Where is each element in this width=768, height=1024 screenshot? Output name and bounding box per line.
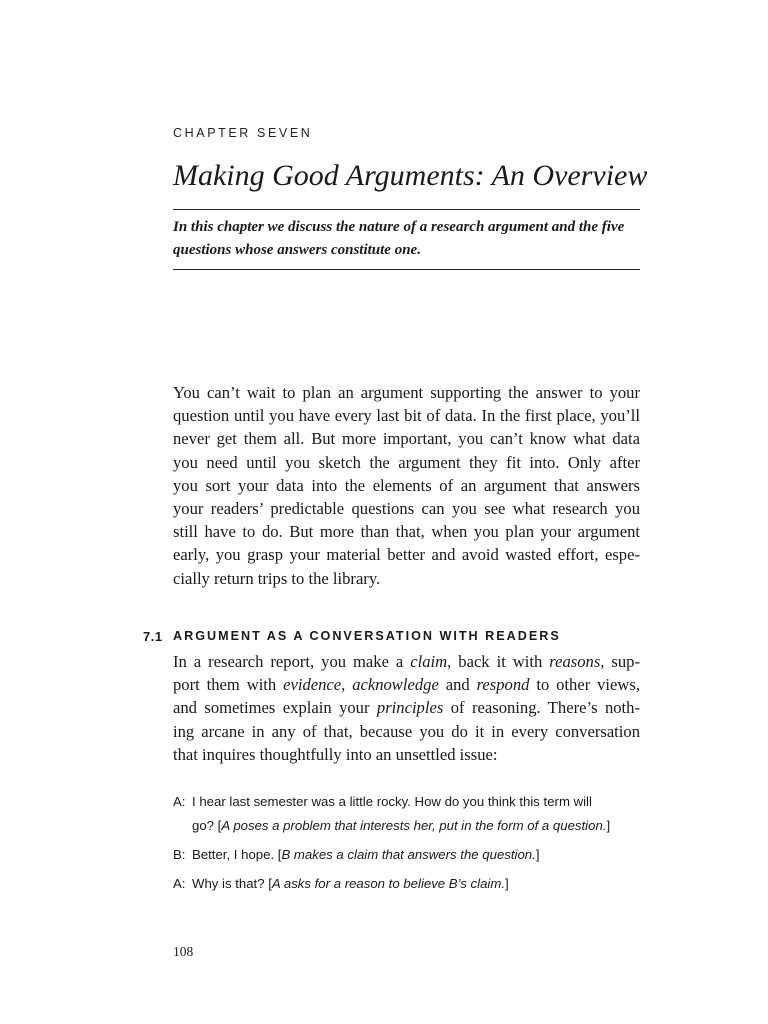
section-paragraph — [173, 650, 640, 766]
page-number: 108 — [173, 944, 194, 959]
text-run: and sometimes explain your — [173, 698, 377, 718]
text-run: In a research report, you make a — [173, 652, 411, 671]
paragraph-line: You can’t wait to plan an argument supporting the answer to your — [173, 383, 640, 402]
paragraph-line: early, you grasp your material better and avoid wasted effort, espe- — [173, 545, 640, 565]
speaker-label: B: — [173, 847, 186, 862]
section-number: 7.1 — [143, 629, 163, 644]
term-acknowledge: acknowledge — [352, 675, 439, 695]
paragraph-line: still have to do. But more than that, when you plan your argument — [173, 522, 640, 542]
section-heading: ARGUMENT AS A CONVERSATION WITH READERS — [173, 629, 561, 643]
chapter-title: Making Good Arguments: An Overview — [173, 159, 648, 192]
dialogue-line — [173, 843, 643, 867]
dialogue-entry — [173, 872, 643, 896]
dialogue-text: Why is that? [ — [192, 876, 272, 891]
term-respond: respond — [476, 675, 530, 695]
abstract-bottom-rule — [173, 269, 640, 270]
paragraph-line: ing arcane in any of that, because you do it in every conversation — [173, 721, 640, 741]
paragraph-line: your readers’ predictable questions can you see what research you — [173, 498, 640, 518]
chapter-label: CHAPTER SEVEN — [173, 126, 313, 140]
abstract-line: In this chapter we discuss the nature of a research argument and the five — [173, 219, 625, 235]
paragraph-line: question until you have every last bit of data. In the first place, you’ll — [173, 406, 640, 426]
speaker-label: A: — [173, 794, 186, 809]
paragraph-line — [173, 696, 640, 719]
dialogue-text: Better, I hope. [ — [192, 847, 282, 862]
dialogue-text: ] — [504, 876, 509, 891]
speaker-label: A: — [173, 876, 186, 891]
dialogue-line — [173, 872, 643, 896]
text-run: , — [341, 675, 353, 695]
dialogue-entry — [173, 843, 643, 867]
chapter-abstract — [173, 216, 640, 262]
paragraph-line: that inquires thoughtfully into an unsettled issue: — [173, 744, 498, 764]
dialogue-text: ] — [606, 818, 611, 833]
text-run: of reasoning. There’s noth- — [443, 698, 640, 718]
paragraph-line — [173, 650, 640, 673]
dialogue-text: go? [ — [192, 818, 222, 833]
abstract-top-rule — [173, 209, 640, 210]
dialogue-text: ] — [535, 847, 540, 862]
text-run: , back it with — [447, 652, 550, 671]
dialogue-text: I hear last semester was a little rocky. How do you think this term will — [192, 794, 592, 809]
dialogue-line — [173, 814, 643, 838]
term-evidence: evidence — [283, 675, 342, 695]
paragraph-line: you sort your data into the elements of an argument that answers — [173, 475, 640, 495]
paragraph-line — [173, 673, 640, 696]
dialogue-annotation: A poses a problem that interests her, put in the form of a question. — [221, 818, 607, 833]
term-principles: principles — [376, 698, 444, 718]
dialogue-line — [173, 790, 643, 814]
term-reasons: reasons — [549, 652, 601, 671]
dialogue-entry — [173, 790, 643, 838]
paragraph-line: never get them all. But more important, you can’t know what data — [173, 429, 640, 449]
paragraph-line: cially return trips to the library. — [173, 568, 381, 588]
text-run: and — [438, 675, 477, 695]
text-run: to other views, — [529, 675, 640, 695]
dialogue-annotation: A asks for a reason to believe B’s claim. — [271, 876, 505, 891]
text-run: , sup- — [600, 652, 641, 671]
intro-paragraph — [173, 381, 640, 590]
paragraph-line: you need until you sketch the argument they fit into. Only after — [173, 452, 640, 472]
dialogue-annotation: B makes a claim that answers the question. — [281, 847, 536, 862]
term-claim: claim — [410, 652, 448, 671]
abstract-line: questions whose answers constitute one. — [173, 242, 421, 258]
text-run: port them with — [173, 675, 284, 695]
